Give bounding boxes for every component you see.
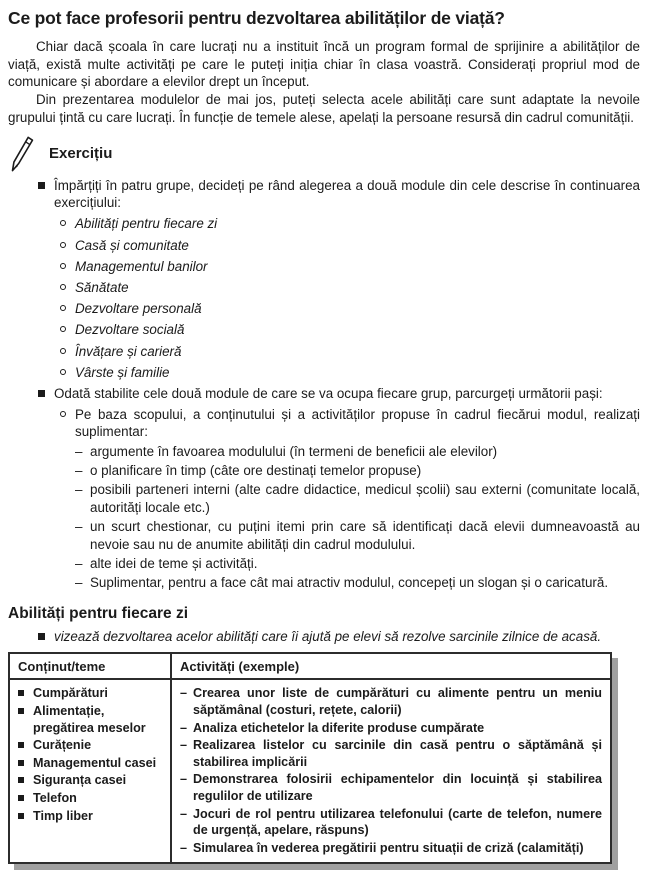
exercise-task-2 [8,385,640,403]
exercise-heading: Exercițiu [49,145,113,163]
module-label: Managementul banilor [75,258,208,274]
module-list-item [8,343,640,361]
module-list-item [8,215,640,233]
content-item [18,737,162,754]
module-label: Sănătate [75,280,129,296]
square-bullet-icon [38,633,45,640]
circle-bullet-icon [60,348,66,354]
circle-bullet-icon [60,220,66,226]
section-heading: Abilități pentru fiecare zi [8,604,189,622]
substep-item [8,555,640,573]
module-label: Vârste și familie [75,364,170,380]
content-item-label: Cumpărături [33,686,108,701]
module-list-item [8,321,640,339]
table-header-activities: Activități (exemple) [171,653,611,679]
section-description: vizează dezvoltarea acelor abilități care îi ajută pe elevi să rezolve sarcinile zilnice de acasă. [54,628,602,644]
module-list-item [8,279,640,297]
square-bullet-icon [38,182,45,189]
square-bullet-icon [18,777,24,783]
substep-item [8,574,640,592]
content-cell [9,679,171,863]
exercise-task-1 [8,177,640,212]
activities-cell [171,679,611,863]
square-bullet-icon [18,813,24,819]
substep-item [8,443,640,461]
content-item-label: Alimentație, pregătirea meselor [33,704,146,735]
step-intro-text: Pe baza scopului, a conținutului și a activităților propuse în cadrul fiecărui modul, realizați suplimentar: [75,406,640,440]
activity-text: Simularea în vederea pregătirii pentru situații de criză (calamități) [193,840,584,855]
dash-bullet: – [75,575,83,591]
substep-text: posibili parteneri interni (alte cadre didactice, medicul școlii) sau externi (comunitate locală, autorități locale etc.) [90,482,640,515]
activity-text: Demonstrarea folosirii echipamentelor din locuință și stabilirea regulilor de utilizare [193,772,602,804]
content-item-label: Curățenie [33,738,92,753]
circle-bullet-icon [60,411,66,417]
circle-bullet-icon [60,263,66,269]
substep-text: argumente în favoarea modulului (în termeni de beneficii ale elevilor) [90,443,498,459]
content-table [8,652,612,864]
dash-bullet: – [180,806,188,821]
content-item-label: Telefon [33,791,77,806]
square-bullet-icon [18,760,24,766]
activity-text: Crearea unor liste de cumpărături cu alimente pentru un meniu săptămânal (costuri, rețete, calorii) [193,686,602,718]
activity-item [180,771,602,804]
module-list-item [8,364,640,382]
step-intro-item [8,406,640,441]
table-header-row [9,653,611,679]
activity-item [180,806,602,839]
dash-bullet: – [75,443,83,459]
dash-bullet: – [75,462,83,478]
content-item [18,755,162,772]
substep-text: alte idei de teme și activități. [90,555,258,571]
substep-text: Suplimentar, pentru a face cât mai atractiv modulul, concepeți un slogan și o caricatură. [90,575,609,591]
activity-item [180,720,602,737]
activity-item [180,737,602,770]
activity-text: Analiza etichetelor la diferite produse cumpărate [193,720,485,735]
module-list-item [8,237,640,255]
substep-text: o planificare în timp (câte ore destinați temelor propuse) [90,462,422,478]
task-text: Odată stabilite cele două module de care se va ocupa fiecare grup, parcurgeți următorii pași: [54,385,603,401]
module-label: Dezvoltare socială [75,322,185,338]
page-title: Ce pot face profesorii pentru dezvoltarea abilităților de viață? [8,8,505,28]
activity-text: Realizarea listelor cu sarcinile din casă pentru o săptămână și stabilirea implicării [193,738,602,769]
substep-item [8,518,640,553]
content-item [18,790,162,807]
square-bullet-icon [18,795,24,801]
table-row [9,679,611,863]
content-item [18,772,162,789]
intro-paragraph-2: Din prezentarea modulelor de mai jos, puteți selecta acele abilități care sunt adaptate la nevoile grupului țintă cu care lucrați. În funcție de temele alese, apelați la persoane resursă din cadrul comunității. [8,92,640,125]
module-label: Dezvoltare personală [75,301,202,317]
content-item-label: Siguranța casei [33,773,127,788]
dash-bullet: – [75,518,83,534]
content-item-label: Managementul casei [33,755,157,770]
content-item [18,808,162,825]
dash-bullet: – [180,840,188,855]
circle-bullet-icon [60,284,66,290]
task-text: Împărțiți în patru grupe, decideți pe rând alegerea a două module din cele descrise în continuarea exercițiului: [54,177,640,211]
activity-item [180,840,602,857]
circle-bullet-icon [60,305,66,311]
intro-paragraph-1: Chiar dacă școala în care lucrați nu a instituit încă un program formal de sprijinire a abilităților de viață, există multe activități pe care le puteți iniția chiar în clasa voastră. Considerați propriul mod de comunicare și abordare a elevilor drept un început. [8,39,640,90]
circle-bullet-icon [60,242,66,248]
table-header-content: Conținut/teme [9,653,171,679]
content-item [18,703,162,736]
activity-text: Jocuri de rol pentru utilizarea telefonului (carte de telefon, numere de urgență, apelare, răspuns) [193,806,602,838]
square-bullet-icon [18,742,24,748]
module-label: Casă și comunitate [75,237,189,253]
content-item [18,685,162,702]
pencil-icon [9,135,35,173]
dash-bullet: – [75,482,83,498]
circle-bullet-icon [60,369,66,375]
square-bullet-icon [18,708,24,714]
dash-bullet: – [180,720,188,735]
dash-bullet: – [180,738,188,753]
activity-item [180,685,602,718]
substep-item [8,462,640,480]
square-bullet-icon [18,690,24,696]
exercise-header [8,135,640,173]
substep-text: un scurt chestionar, cu puțini itemi prin care să identificați dacă elevii dumneavoastă au nevoie sau nu de anumite abilități din cadrul modulului. [90,518,640,552]
content-item-label: Timp liber [33,808,93,823]
circle-bullet-icon [60,326,66,332]
module-label: Învățare și carieră [75,343,182,359]
dash-bullet: – [180,686,188,701]
substep-item [8,481,640,516]
module-list-item [8,300,640,318]
module-list-item [8,258,640,276]
dash-bullet: – [75,555,83,571]
section-description-item [8,628,640,646]
square-bullet-icon [38,390,45,397]
module-label: Abilități pentru fiecare zi [75,216,218,232]
dash-bullet: – [180,772,188,787]
